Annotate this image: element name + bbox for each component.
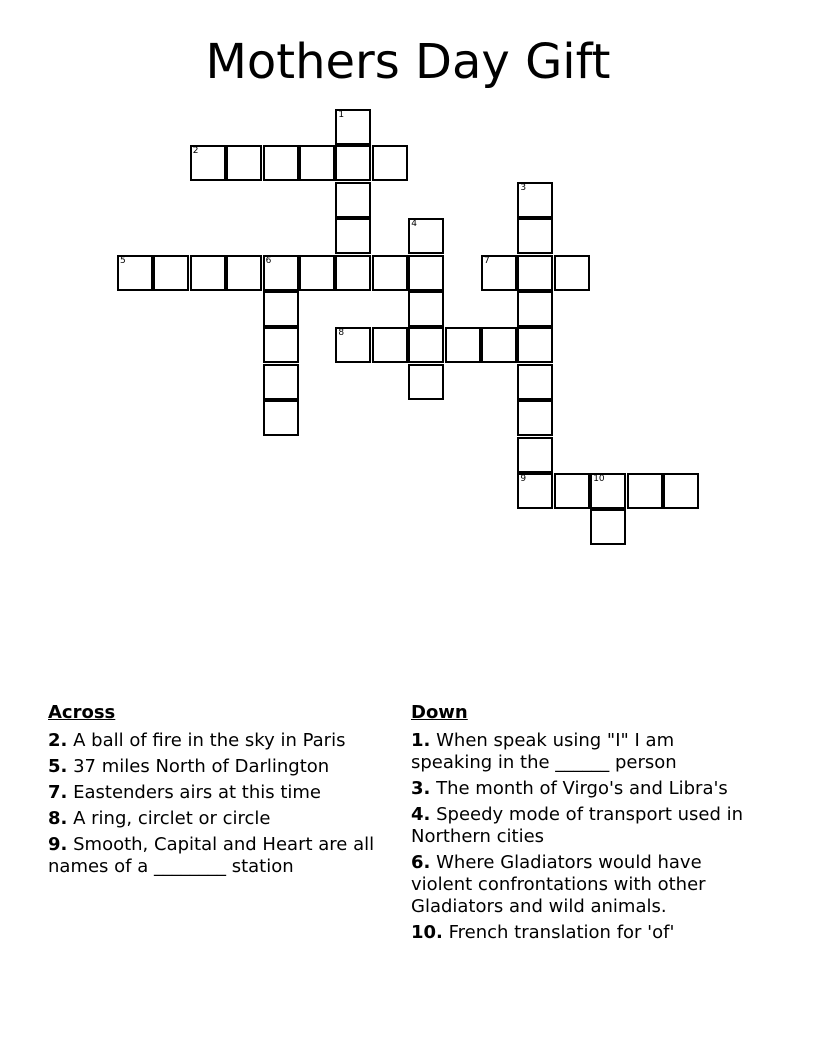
clue-text: A ring, circlet or circle	[73, 808, 271, 829]
grid-cell[interactable]	[263, 327, 299, 363]
grid-cell[interactable]	[408, 364, 444, 400]
grid-cell[interactable]	[263, 291, 299, 327]
grid-cell[interactable]	[517, 364, 553, 400]
across-heading: Across	[48, 702, 116, 723]
down-clue	[411, 922, 756, 944]
grid-cell[interactable]	[299, 145, 335, 181]
clue-text: French translation for 'of'	[448, 922, 675, 943]
clue-text: Speedy mode of transport used in Northern cities	[411, 804, 744, 847]
grid-cell[interactable]	[335, 145, 371, 181]
cell-number: 7	[484, 255, 490, 266]
grid-cell[interactable]	[263, 145, 299, 181]
grid-cell[interactable]	[408, 291, 444, 327]
grid-cell[interactable]	[372, 255, 408, 291]
clue-text: The month of Virgo's and Libra's	[436, 778, 728, 799]
clue-number: 1.	[411, 730, 431, 751]
grid-cell[interactable]	[517, 255, 553, 291]
grid-cell[interactable]	[627, 473, 663, 509]
cell-number: 9	[520, 474, 527, 484]
grid-cell[interactable]	[408, 327, 444, 363]
cell-number: 5	[120, 255, 126, 266]
grid-cell[interactable]	[335, 218, 371, 254]
clue-text: Smooth, Capital and Heart are all names of a ________ station	[48, 834, 375, 877]
clue-number: 8.	[48, 808, 68, 829]
grid-cell[interactable]	[226, 255, 262, 291]
clue-number: 3.	[411, 778, 431, 799]
cell-number: 1	[338, 110, 345, 120]
grid-cell[interactable]	[263, 255, 299, 291]
grid-cell[interactable]	[590, 509, 626, 545]
clue-number: 10.	[411, 922, 443, 943]
grid-cell[interactable]	[517, 327, 553, 363]
grid-cell[interactable]	[263, 400, 299, 436]
grid-cell[interactable]	[117, 255, 153, 291]
across-clue	[48, 756, 388, 778]
clue-number: 9.	[48, 834, 68, 855]
down-clue	[411, 804, 756, 848]
clue-text: Where Gladiators would have violent confrontations with other Gladiators and wild animals.	[411, 852, 706, 917]
down-heading: Down	[411, 702, 468, 723]
grid-cell[interactable]	[335, 182, 371, 218]
grid-cell[interactable]	[517, 291, 553, 327]
grid-cell[interactable]	[190, 145, 226, 181]
grid-cell[interactable]	[481, 255, 517, 291]
grid-cell[interactable]	[517, 400, 553, 436]
grid-cell[interactable]	[153, 255, 189, 291]
cell-number: 10	[593, 474, 605, 484]
down-clue	[411, 852, 756, 918]
grid-cell[interactable]	[517, 437, 553, 473]
cell-number: 8	[338, 328, 345, 339]
clue-text: 37 miles North of Darlington	[73, 756, 330, 777]
cell-number: 2	[192, 146, 199, 157]
grid-cell[interactable]	[663, 473, 699, 509]
across-clue	[48, 782, 388, 804]
grid-cell[interactable]	[517, 182, 553, 218]
cell-number: 3	[520, 182, 527, 193]
grid-cell[interactable]	[372, 327, 408, 363]
cell-number: 4	[411, 219, 417, 230]
grid-cell[interactable]	[263, 364, 299, 400]
clue-text: When speak using "I" I am speaking in the ______ person	[411, 730, 677, 773]
grid-cell[interactable]	[372, 145, 408, 181]
grid-cell[interactable]	[517, 473, 553, 509]
across-clue	[48, 730, 388, 752]
clue-text: Eastenders airs at this time	[73, 782, 322, 803]
down-clue	[411, 730, 756, 774]
grid-cell[interactable]	[299, 255, 335, 291]
clue-number: 7.	[48, 782, 68, 803]
grid-cell[interactable]	[517, 218, 553, 254]
down-clues	[411, 702, 756, 948]
clue-number: 4.	[411, 804, 431, 825]
grid-cell[interactable]	[335, 327, 371, 363]
across-clues	[48, 702, 388, 882]
across-clue	[48, 808, 388, 830]
across-clue	[48, 834, 388, 878]
page-title: Mothers Day Gift	[205, 34, 611, 90]
grid-cell[interactable]	[408, 218, 444, 254]
cell-number: 6	[265, 255, 272, 266]
grid-cell[interactable]	[335, 109, 371, 145]
grid-cell[interactable]	[226, 145, 262, 181]
grid-cell[interactable]	[445, 327, 481, 363]
grid-cell[interactable]	[554, 473, 590, 509]
clue-number: 5.	[48, 756, 68, 777]
clue-text: A ball of fire in the sky in Paris	[73, 730, 346, 751]
grid-cell[interactable]	[408, 255, 444, 291]
grid-cell[interactable]	[335, 255, 371, 291]
grid-cell[interactable]	[590, 473, 626, 509]
clue-number: 6.	[411, 852, 431, 873]
grid-cell[interactable]	[481, 327, 517, 363]
grid-cell[interactable]	[554, 255, 590, 291]
down-clue	[411, 778, 756, 800]
clue-number: 2.	[48, 730, 68, 751]
grid-cell[interactable]	[190, 255, 226, 291]
